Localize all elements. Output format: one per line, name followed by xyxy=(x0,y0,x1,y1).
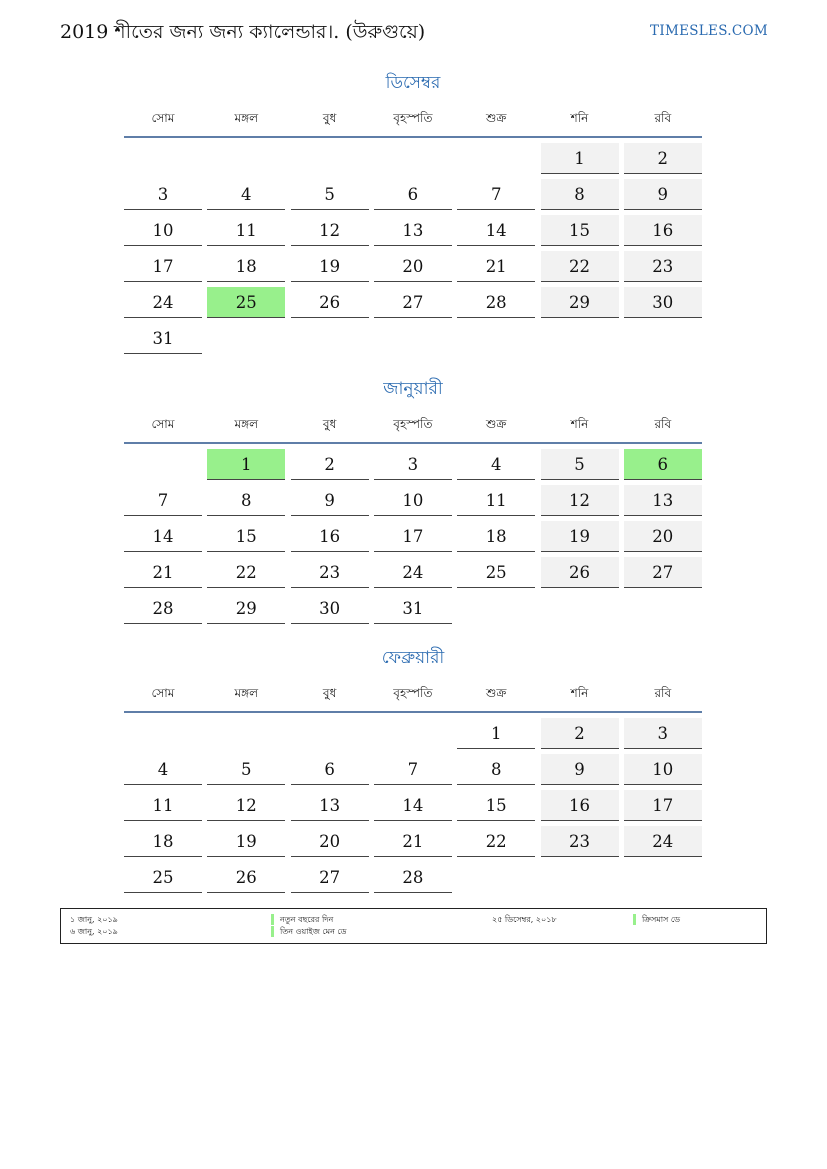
weekday-label: শুক্র xyxy=(486,417,507,431)
day-cell: 1 xyxy=(541,143,619,174)
day-cell: 2 xyxy=(541,718,619,749)
day-cell: 8 xyxy=(541,179,619,210)
day-cell: 11 xyxy=(207,215,285,246)
day-cell: 23 xyxy=(624,251,702,282)
day-cell: 12 xyxy=(541,485,619,516)
day-cell: 20 xyxy=(374,251,452,282)
day-cell: 8 xyxy=(207,485,285,516)
day-cell: 24 xyxy=(374,557,452,588)
day-cell: 23 xyxy=(291,557,369,588)
day-cell: 12 xyxy=(207,790,285,821)
weekday-label: শনি xyxy=(570,111,589,125)
day-cell: 29 xyxy=(207,593,285,624)
day-cell: 20 xyxy=(291,826,369,857)
header-divider xyxy=(124,711,702,713)
day-cell: 13 xyxy=(624,485,702,516)
weekday-label: বুধ xyxy=(322,686,337,700)
day-cell: 28 xyxy=(457,287,535,318)
day-cell: 16 xyxy=(291,521,369,552)
weekday-label: শনি xyxy=(570,417,589,431)
weekday-label: শুক্র xyxy=(486,686,507,700)
day-cell: 7 xyxy=(374,754,452,785)
weekday-label: বুধ xyxy=(322,111,337,125)
day-cell: 13 xyxy=(374,215,452,246)
legend-holiday-name: তিন ওয়াইজ মেন ডে xyxy=(271,926,347,937)
day-cell: 9 xyxy=(624,179,702,210)
day-cell: 31 xyxy=(124,323,202,354)
day-cell: 19 xyxy=(541,521,619,552)
day-cell: 5 xyxy=(541,449,619,480)
day-cell: 26 xyxy=(207,862,285,893)
day-cell: 26 xyxy=(291,287,369,318)
day-cell: 15 xyxy=(541,215,619,246)
weekday-label: বুধ xyxy=(322,417,337,431)
brand-link[interactable]: TIMESLES.COM xyxy=(650,23,768,39)
day-cell: 25 xyxy=(457,557,535,588)
day-cell: 2 xyxy=(291,449,369,480)
weekday-label: রবি xyxy=(654,686,672,700)
day-cell: 22 xyxy=(207,557,285,588)
weekday-label: রবি xyxy=(654,111,672,125)
weekday-label: বৃহস্পতি xyxy=(393,686,433,700)
day-cell: 27 xyxy=(291,862,369,893)
weekday-label: মঙ্গল xyxy=(234,417,259,431)
day-cell: 6 xyxy=(291,754,369,785)
day-cell: 3 xyxy=(374,449,452,480)
day-cell: 13 xyxy=(291,790,369,821)
day-cell: 11 xyxy=(124,790,202,821)
day-cell: 16 xyxy=(541,790,619,821)
day-cell: 17 xyxy=(374,521,452,552)
holiday-day-cell: 6 xyxy=(624,449,702,480)
legend-holiday-name: নতুন বছরের দিন xyxy=(271,914,333,925)
day-cell: 16 xyxy=(624,215,702,246)
day-cell: 3 xyxy=(624,718,702,749)
day-cell: 11 xyxy=(457,485,535,516)
day-cell: 28 xyxy=(124,593,202,624)
weekday-header xyxy=(124,685,702,705)
day-cell: 9 xyxy=(541,754,619,785)
month-title: জানুয়ারী xyxy=(383,379,443,399)
weekday-label: বৃহস্পতি xyxy=(393,111,433,125)
day-cell: 30 xyxy=(624,287,702,318)
header-divider xyxy=(124,442,702,444)
day-cell: 14 xyxy=(457,215,535,246)
legend-date: ১ জানু, ২০১৯ xyxy=(70,915,118,924)
day-cell: 23 xyxy=(541,826,619,857)
month-title: ফেব্রুয়ারী xyxy=(381,648,445,668)
day-cell: 21 xyxy=(124,557,202,588)
holiday-day-cell: 25 xyxy=(207,287,285,318)
weekday-header xyxy=(124,110,702,130)
day-cell: 21 xyxy=(457,251,535,282)
day-cell: 15 xyxy=(457,790,535,821)
day-cell: 27 xyxy=(624,557,702,588)
day-cell: 24 xyxy=(624,826,702,857)
legend-date: ৬ জানু, ২০১৯ xyxy=(70,927,118,936)
day-cell: 6 xyxy=(374,179,452,210)
day-cell: 7 xyxy=(457,179,535,210)
day-cell: 12 xyxy=(291,215,369,246)
day-cell: 19 xyxy=(207,826,285,857)
day-cell: 22 xyxy=(457,826,535,857)
day-cell: 2 xyxy=(624,143,702,174)
day-cell: 18 xyxy=(207,251,285,282)
day-cell: 22 xyxy=(541,251,619,282)
legend-date: ২৫ ডিসেম্বর, ২০১৮ xyxy=(492,915,557,924)
day-cell: 8 xyxy=(457,754,535,785)
weekday-label: মঙ্গল xyxy=(234,111,259,125)
day-cell: 26 xyxy=(541,557,619,588)
day-cell: 30 xyxy=(291,593,369,624)
day-cell: 18 xyxy=(457,521,535,552)
day-cell: 28 xyxy=(374,862,452,893)
day-cell: 19 xyxy=(291,251,369,282)
day-cell: 29 xyxy=(541,287,619,318)
holiday-legend xyxy=(60,908,767,944)
day-cell: 27 xyxy=(374,287,452,318)
day-cell: 3 xyxy=(124,179,202,210)
day-cell: 1 xyxy=(457,718,535,749)
day-cell: 17 xyxy=(124,251,202,282)
weekday-label: শুক্র xyxy=(486,111,507,125)
day-cell: 15 xyxy=(207,521,285,552)
weekday-header xyxy=(124,416,702,436)
day-cell: 24 xyxy=(124,287,202,318)
day-cell: 10 xyxy=(124,215,202,246)
day-cell: 7 xyxy=(124,485,202,516)
day-cell: 5 xyxy=(291,179,369,210)
day-cell: 17 xyxy=(624,790,702,821)
legend-holiday-name: ক্রিসমাস ডে xyxy=(633,914,680,925)
day-cell: 4 xyxy=(207,179,285,210)
month-title: ডিসেম্বর xyxy=(385,73,441,93)
day-cell: 9 xyxy=(291,485,369,516)
weekday-label: রবি xyxy=(654,417,672,431)
weekday-label: সোম xyxy=(151,417,175,431)
weekday-label: বৃহস্পতি xyxy=(393,417,433,431)
day-cell: 20 xyxy=(624,521,702,552)
day-cell: 31 xyxy=(374,593,452,624)
day-cell: 10 xyxy=(624,754,702,785)
day-cell: 5 xyxy=(207,754,285,785)
weekday-label: সোম xyxy=(151,111,175,125)
weekday-label: শনি xyxy=(570,686,589,700)
day-cell: 21 xyxy=(374,826,452,857)
weekday-label: সোম xyxy=(151,686,175,700)
weekday-label: মঙ্গল xyxy=(234,686,259,700)
day-cell: 4 xyxy=(457,449,535,480)
day-cell: 18 xyxy=(124,826,202,857)
day-cell: 14 xyxy=(124,521,202,552)
page-title: 2019 শীতের জন্য জন্য ক্যালেন্ডার।. (উরুগুয়ে) xyxy=(60,21,426,43)
day-cell: 25 xyxy=(124,862,202,893)
day-cell: 4 xyxy=(124,754,202,785)
header-divider xyxy=(124,136,702,138)
day-cell: 14 xyxy=(374,790,452,821)
holiday-day-cell: 1 xyxy=(207,449,285,480)
day-cell: 10 xyxy=(374,485,452,516)
